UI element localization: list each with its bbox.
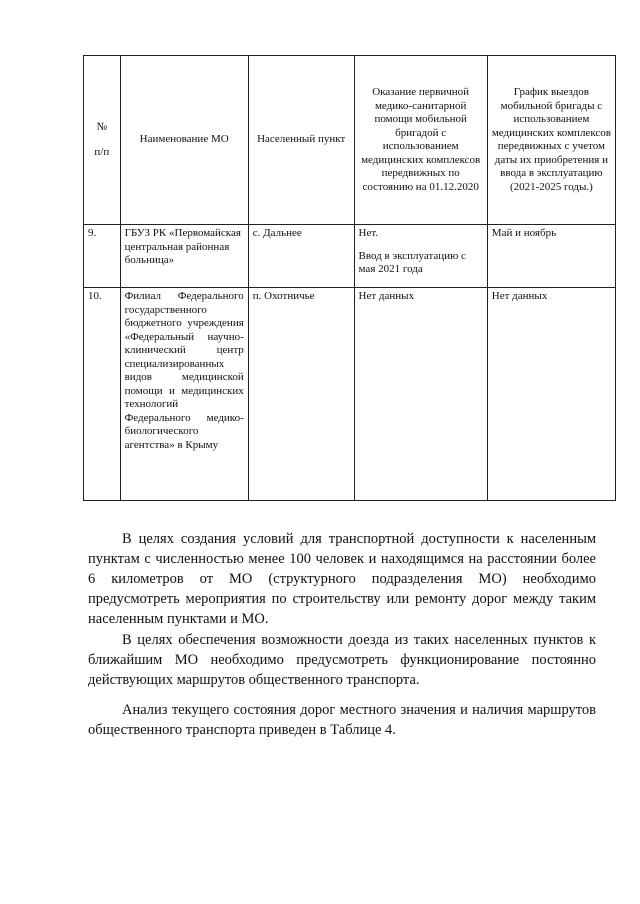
header-number: [84, 56, 121, 225]
header-mo-name: Наименование МО: [120, 56, 248, 225]
row-schedule: Май и ноябрь: [487, 225, 615, 288]
row-primary-care-gap: [359, 241, 483, 250]
header-settlement: Населенный пункт: [248, 56, 354, 225]
header-schedule: График выездов мобильной бригады с использованием медицинских комплексов передвижных с учетом даты их приобретения и ввода в эксплуатацию (2021-2025 годы.): [487, 56, 615, 225]
header-number-gap: [88, 134, 116, 146]
header-number-symbol: №: [96, 120, 108, 133]
row-primary-care: Нет данных: [354, 288, 487, 501]
row-primary-care-status: Нет.: [358, 227, 379, 239]
row-mo-name: Филиал Федерального государственного бюджетного учреждения «Федеральный научно-клинический центр специализированных видов медицинской помощи и медицинских технологий Федерального медико-биологического агентства» в Крыму: [120, 288, 248, 501]
header-primary-care: Оказание первичной медико-санитарной помощи мобильной бригадой с использованием медицинских комплексов передвижных по состоянию на 01.12.2020: [354, 56, 487, 225]
mobile-brigade-table: [83, 55, 616, 501]
body-paragraph-transport-access: В целях создания условий для транспортной доступности к населенным пунктам с численностью менее 100 человек и находящимся на расстоянии более 6 километров от МО (структурного подразделения МО) необходимо предусмотреть мероприятия по строительству или ремонту дорог между таким населенным пунктами и МО.: [88, 531, 596, 627]
row-settlement: п. Охотничье: [248, 288, 354, 501]
table-header-row: [84, 56, 616, 225]
row-settlement: с. Дальнее: [248, 225, 354, 288]
table-row: [84, 288, 616, 501]
row-mo-name: ГБУЗ РК «Первомайская центральная районная больница»: [120, 225, 248, 288]
row-number: 9.: [84, 225, 121, 288]
row-schedule: Нет данных: [487, 288, 615, 501]
header-number-abbr: п/п: [94, 146, 110, 158]
body-paragraph-road-analysis: Анализ текущего состояния дорог местного значения и наличия маршрутов общественного транспорта приведен в Таблице 4.: [88, 702, 596, 738]
body-paragraph-public-transport: В целях обеспечения возможности доезда из таких населенных пунктов к ближайшим МО необходимо предусмотреть функционирование постоянно действующих маршрутов общественного транспорта.: [88, 632, 596, 688]
table-row: [84, 225, 616, 288]
row-primary-care: [354, 225, 487, 288]
row-number: 10.: [84, 288, 121, 501]
row-primary-care-note: Ввод в эксплуатацию с мая 2021 года: [358, 249, 466, 275]
